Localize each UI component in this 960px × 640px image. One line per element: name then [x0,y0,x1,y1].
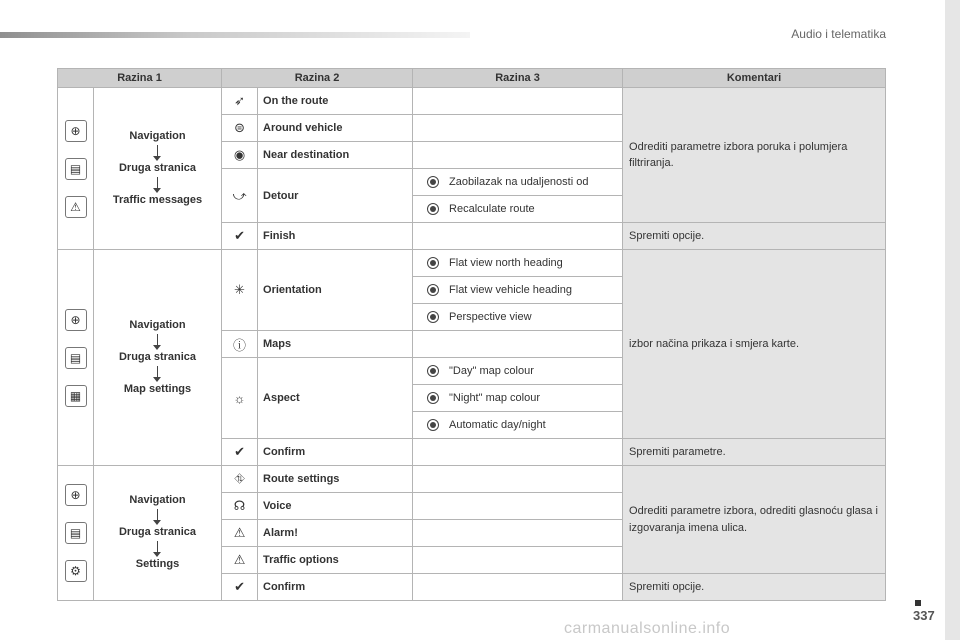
aspect-icon: ☼ [222,358,258,439]
level3-option: Zaobilazak na udaljenosti od [413,169,623,196]
nav-step: Settings [135,558,180,570]
level2-label: Confirm [258,439,413,466]
orientation-icon: ✳ [222,250,258,331]
route-settings-icon: ⛗ [222,466,258,493]
level3-empty [413,142,623,169]
level3-option: Automatic day/night [413,412,623,439]
page-marker [915,600,921,606]
radio-icon [427,365,439,377]
level3-option: Flat view north heading [413,250,623,277]
level2-label: On the route [258,88,413,115]
level2-label: Orientation [258,250,413,331]
alarm-icon: ⚠ [222,520,258,547]
menu-page-icon: ▤ [65,347,87,369]
down-arrow-icon [157,509,158,521]
comment: Spremiti parametre. [623,439,886,466]
level3-empty [413,439,623,466]
level2-label: Near destination [258,142,413,169]
checkmark-icon: ✔ [222,223,258,250]
map-grid-icon: ▦ [65,385,87,407]
level2-label: Maps [258,331,413,358]
level1-icons [58,250,94,466]
menu-page-icon: ▤ [65,158,87,180]
nav-step: Traffic messages [112,193,203,206]
level1-navigation-path [94,250,222,466]
down-arrow-icon [157,366,158,378]
level1-navigation-path [94,88,222,250]
target-icon: ⊕ [65,120,87,142]
level2-label: Route settings [258,466,413,493]
maps-icon: ⓘ [222,331,258,358]
nav-step: Map settings [123,382,192,395]
down-arrow-icon [157,177,158,189]
level3-empty [413,223,623,250]
level2-label: Traffic options [258,547,413,574]
target-icon: ⊕ [65,309,87,331]
traffic-icon: ⚠ [65,196,87,218]
radio-icon [427,392,439,404]
menu-page-icon: ▤ [65,522,87,544]
target-icon: ⊕ [65,484,87,506]
nav-step: Navigation [129,494,186,506]
radio-icon [427,176,439,188]
detour-icon: ⤻ [222,169,258,223]
down-arrow-icon [157,145,158,157]
level1-navigation-path [94,466,222,601]
voice-icon: ☊ [222,493,258,520]
level2-label: Voice [258,493,413,520]
level3-option: Flat view vehicle heading [413,277,623,304]
radio-icon [427,419,439,431]
col-header-level2: Razina 2 [222,69,413,88]
level3-empty [413,88,623,115]
section-title: Audio i telematika [791,27,886,41]
page-number: 337 [913,608,935,623]
level3-empty [413,115,623,142]
level1-icons [58,466,94,601]
col-header-level1: Razina 1 [58,69,222,88]
checkmark-icon: ✔ [222,574,258,601]
level3-option: Perspective view [413,304,623,331]
level2-label: Confirm [258,574,413,601]
level3-option: "Night" map colour [413,385,623,412]
comment: Spremiti opcije. [623,574,886,601]
level2-label: Around vehicle [258,115,413,142]
radio-icon [427,284,439,296]
level2-label: Alarm! [258,520,413,547]
nav-step: Druga stranica [118,526,197,538]
page-edge-strip [945,0,960,640]
level3-empty [413,466,623,493]
destination-icon: ◉ [222,142,258,169]
radio-icon [427,203,439,215]
around-vehicle-icon: ⊜ [222,115,258,142]
level3-empty [413,493,623,520]
level3-empty [413,520,623,547]
level2-label: Detour [258,169,413,223]
comment: Spremiti opcije. [623,223,886,250]
comment: izbor načina prikaza i smjera karte. [623,250,886,439]
level3-option: Recalculate route [413,196,623,223]
level3-empty [413,547,623,574]
menu-table [57,68,886,601]
nav-step: Navigation [129,129,186,142]
radio-icon [427,257,439,269]
radio-icon [427,311,439,323]
col-header-comments: Komentari [623,69,886,88]
traffic-icon: ⚠ [222,547,258,574]
comment: Odrediti parametre izbora, odrediti glasnoću glasa i izgovaranja imena ulica. [623,466,886,574]
level3-empty [413,331,623,358]
nav-step: Druga stranica [118,161,197,174]
down-arrow-icon [157,541,158,553]
watermark: carmanualsonline.info [564,620,731,637]
col-header-level3: Razina 3 [413,69,623,88]
header-gradient-bar [0,32,470,38]
level2-label: Finish [258,223,413,250]
nav-step: Druga stranica [118,350,197,363]
checkmark-icon: ✔ [222,439,258,466]
route-icon: ➶ [222,88,258,115]
level3-option: "Day" map colour [413,358,623,385]
level3-empty [413,574,623,601]
down-arrow-icon [157,334,158,346]
settings-icon: ⚙ [65,560,87,582]
level2-label: Aspect [258,358,413,439]
nav-step: Navigation [129,318,186,331]
level1-icons [58,88,94,250]
comment: Odrediti parametre izbora poruka i polumjera filtriranja. [623,88,886,223]
